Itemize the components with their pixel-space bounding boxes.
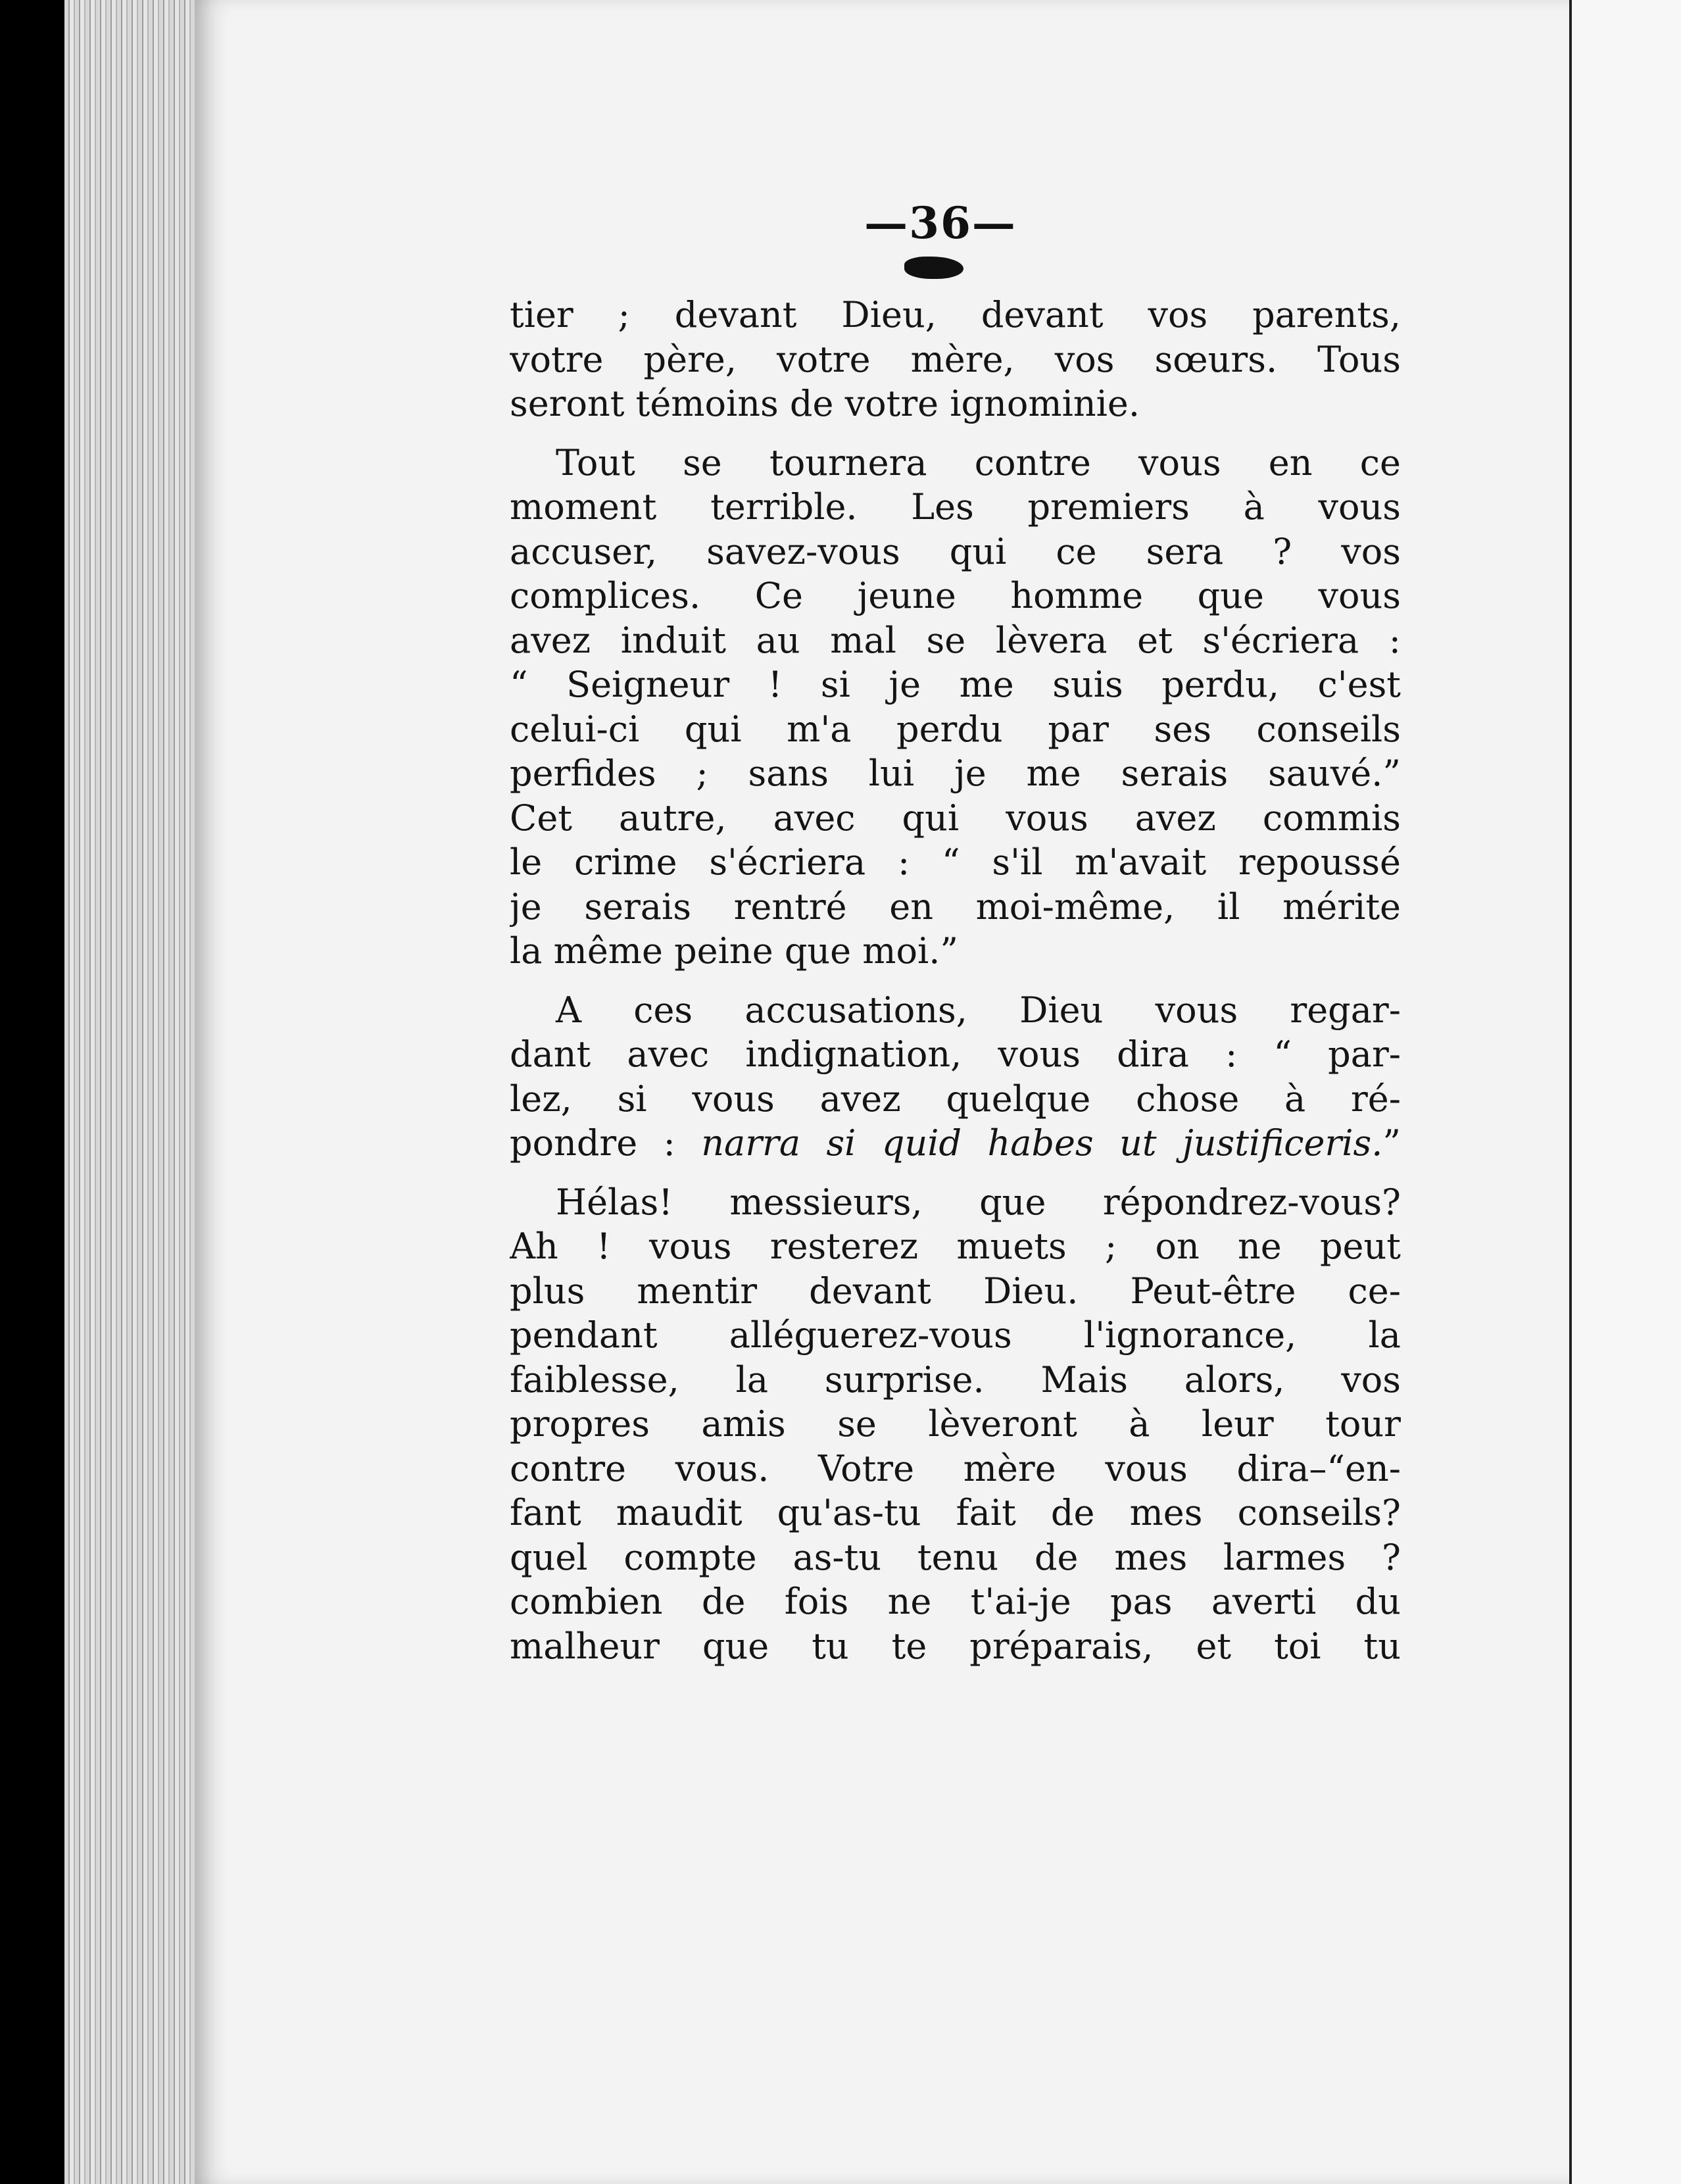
body-text <box>510 293 1401 1683</box>
paragraph-3 <box>510 988 1401 1166</box>
closing-quote: ” <box>1382 1122 1401 1164</box>
text-line: Hélas! messieurs, que répondrez-vous? <box>556 1181 1401 1223</box>
text-line: “ Seigneur ! si je me suis perdu, c'est <box>510 664 1401 705</box>
text-line: seront témoins de votre ignominie. <box>510 383 1140 424</box>
text-line: le crime s'écriera : “ s'il m'avait repoussé <box>510 841 1401 883</box>
text-line: propres amis se lèveront à leur tour <box>510 1403 1401 1445</box>
text-line: celui-ci qui m'a perdu par ses conseils <box>510 708 1401 750</box>
text-line: pendant alléguerez-vous l'ignorance, la <box>510 1314 1401 1356</box>
paragraph-2 <box>510 441 1401 974</box>
text-line: Ah ! vous resterez muets ; on ne peut <box>510 1226 1401 1267</box>
text-line: Cet autre, avec qui vous avez commis <box>510 797 1401 839</box>
text-line: plus mentir devant Dieu. Peut-être ce- <box>510 1270 1401 1312</box>
text-line: lez, si vous avez quelque chose à ré- <box>510 1078 1401 1120</box>
text-line: fant maudit qu'as-tu fait de mes conseils? <box>510 1492 1401 1533</box>
facing-page-margin <box>1569 0 1681 2184</box>
paragraph-4 <box>510 1180 1401 1669</box>
text-line: je serais rentré en moi-même, il mérite <box>510 885 1401 928</box>
text-line: la même peine que moi.” <box>510 930 959 972</box>
text-line: votre père, votre mère, vos sœurs. Tous <box>510 338 1401 380</box>
text-line: tier ; devant Dieu, devant vos parents, <box>510 294 1401 335</box>
text-line: Tout se tournera contre vous en ce <box>556 441 1401 484</box>
text-line: combien de fois ne t'ai-je pas averti du <box>510 1581 1401 1622</box>
text-fragment: pondre : <box>510 1122 702 1164</box>
page-number: —36— <box>864 197 1017 249</box>
text-line: quel compte as-tu tenu de mes larmes ? <box>510 1536 1401 1578</box>
text-line-with-latin <box>510 1121 1401 1166</box>
text-line: A ces accusations, Dieu vous regar- <box>556 989 1401 1031</box>
book-page-edges <box>64 0 196 2184</box>
text-line: accuser, savez-vous qui ce sera ? vos <box>510 530 1401 572</box>
latin-quotation: narra si quid habes ut justificeris. <box>701 1122 1383 1164</box>
ink-blot-ornament <box>904 257 963 279</box>
text-line: faiblesse, la surprise. Mais alors, vos <box>510 1358 1401 1401</box>
text-line: moment terrible. Les premiers à vous <box>510 486 1401 528</box>
text-line: avez induit au mal se lèvera et s'écriera : <box>510 619 1401 661</box>
text-line: complices. Ce jeune homme que vous <box>510 575 1401 616</box>
text-line: perfides ; sans lui je me serais sauvé.” <box>510 753 1401 794</box>
text-line: malheur que tu te préparais, et toi tu <box>510 1625 1401 1667</box>
text-line: contre vous. Votre mère vous dira–“en- <box>510 1447 1401 1489</box>
paragraph-1 <box>510 293 1401 426</box>
text-line: dant avec indignation, vous dira : “ par- <box>510 1033 1401 1075</box>
